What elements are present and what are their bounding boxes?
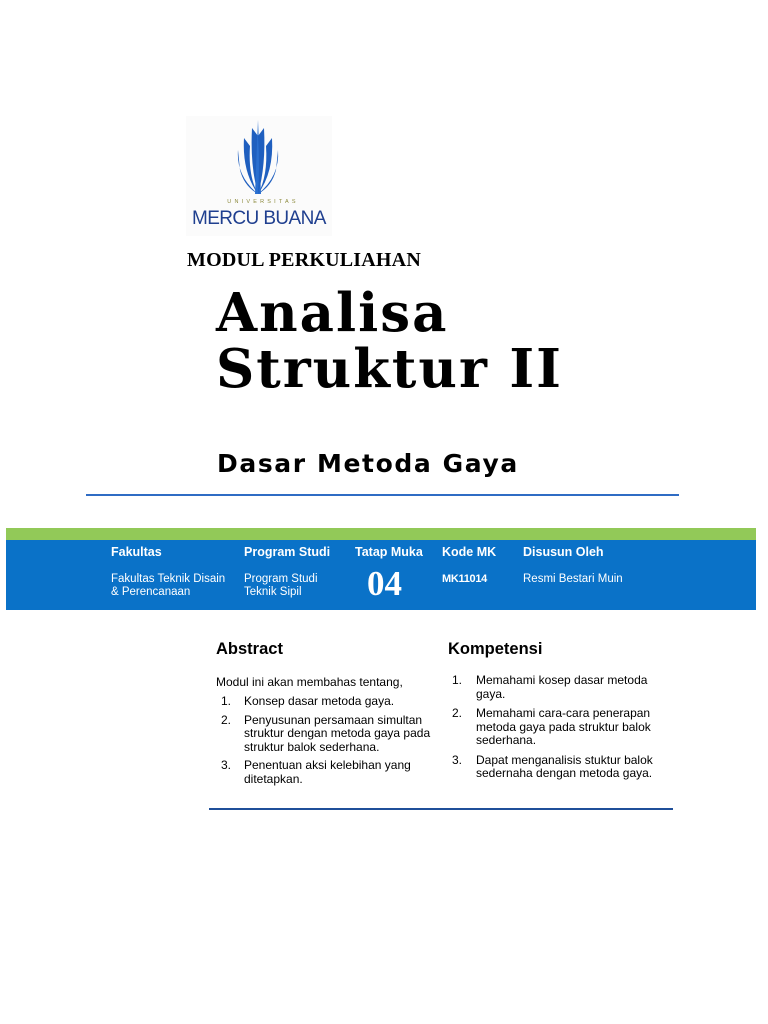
list-item-number: 1. [452, 673, 463, 687]
list-item-text: Konsep dasar metoda gaya. [244, 694, 395, 708]
tatap-muka-value: 04 [367, 564, 402, 603]
list-item [452, 754, 672, 781]
logo-university-name: MERCU BUANA [192, 208, 326, 229]
university-logo [186, 116, 332, 236]
title-divider [86, 494, 679, 496]
list-item-number: 1. [221, 694, 232, 708]
list-item [452, 707, 672, 748]
info-band-accent-strip [6, 528, 756, 540]
logo-small-text: UNIVERSITAS [227, 199, 299, 205]
course-title-line2: Struktur II [216, 338, 563, 400]
fakultas-value [111, 573, 225, 599]
course-title-line1: Analisa [216, 282, 449, 344]
kompetensi-heading: Kompetensi [448, 640, 543, 658]
abstract-heading: Abstract [216, 640, 283, 658]
list-item-number: 2. [452, 706, 463, 720]
list-item [216, 759, 436, 786]
list-item-text: Memahami cara-cara penerapan metoda gaya pada struktur balok sederhana. [476, 706, 651, 747]
abstract-list [216, 695, 436, 791]
module-subtitle: Dasar Metoda Gaya [217, 449, 519, 478]
mercu-buana-emblem-icon [186, 116, 332, 200]
disusun-oleh-value: Resmi Bestari Muin [523, 573, 623, 585]
list-item-number: 3. [452, 752, 463, 767]
list-item [216, 714, 436, 755]
abstract-intro: Modul ini akan membahas tentang, [216, 675, 403, 689]
kode-mk-label: Kode MK [442, 545, 497, 559]
list-item-text: Penentuan aksi kelebihan yang ditetapkan. [244, 758, 411, 786]
fakultas-value-line2: & Perencanaan [111, 586, 191, 598]
list-item [216, 695, 436, 709]
kompetensi-list [452, 674, 672, 787]
list-item [452, 674, 672, 701]
tatap-muka-label: Tatap Muka [355, 545, 423, 559]
program-studi-value [244, 573, 318, 599]
fakultas-label: Fakultas [111, 545, 162, 559]
section-bottom-divider [209, 808, 673, 810]
program-studi-label: Program Studi [244, 545, 331, 559]
list-item-number: 2. [221, 712, 232, 727]
program-studi-value-line1: Program Studi [244, 573, 318, 585]
list-item-text: Penyusunan persamaan simultan struktur dengan metoda gaya pada struktur balok sederhana. [244, 712, 431, 754]
modul-label: MODUL PERKULIAHAN [187, 249, 421, 271]
kode-mk-value: MK11014 [442, 573, 487, 585]
fakultas-value-line1: Fakultas Teknik Disain [111, 573, 226, 585]
disusun-oleh-label: Disusun Oleh [523, 545, 604, 559]
list-item-number: 3. [221, 758, 232, 772]
list-item-text: Memahami kosep dasar metoda gaya. [476, 673, 648, 701]
program-studi-value-line2: Teknik Sipil [244, 586, 302, 598]
list-item-text: Dapat menganalisis stuktur balok sedernaha dengan metoda gaya. [476, 752, 653, 780]
